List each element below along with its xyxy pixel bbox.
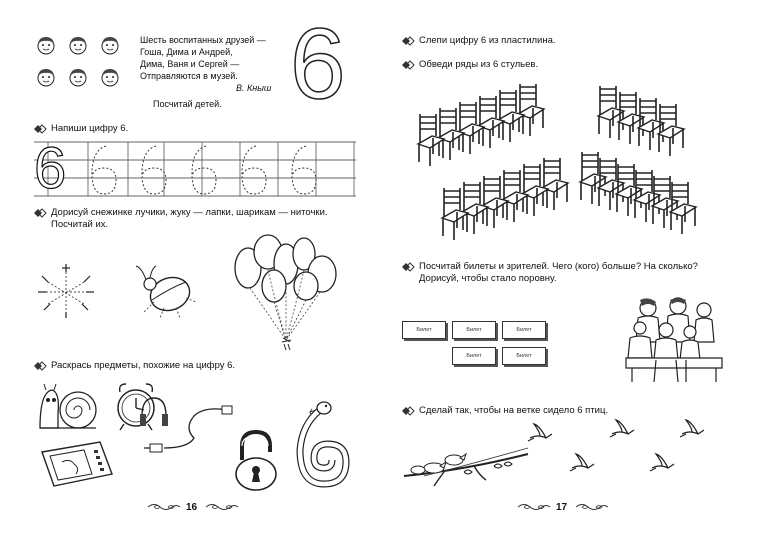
- task-color-text: Раскрась предметы, похожие на цифру 6.: [51, 360, 236, 371]
- snail-drawing: [38, 384, 100, 432]
- chairs-row-6-b: [442, 158, 582, 240]
- task-draw: [34, 207, 328, 231]
- page-number-17: 17: [556, 502, 568, 513]
- audience-drawing: [626, 296, 722, 386]
- task-sculpt: [402, 35, 556, 47]
- diamond-bullet-icon: [34, 361, 47, 371]
- flying-bird-icon: [612, 428, 642, 448]
- task-sculpt-text: Слепи цифру 6 из пластилина.: [419, 35, 556, 46]
- ticket: Билет: [452, 347, 496, 365]
- ticket: Билет: [502, 321, 546, 339]
- task-draw-line2: Посчитай их.: [51, 219, 109, 230]
- task-tickets-line1: Посчитай билеты и зрителей. Чего (кого) больше? На сколько?: [419, 261, 698, 272]
- poem-author: В. Кныш: [236, 83, 272, 93]
- ticket: Билет: [402, 321, 446, 339]
- big-digit-six: 6: [290, 8, 346, 120]
- chairs-row-6-a: [418, 84, 558, 164]
- ticket: Билет: [502, 347, 546, 365]
- beetle-drawing: [130, 262, 200, 320]
- flying-bird-icon: [530, 432, 560, 452]
- task-circle-chairs: [402, 59, 538, 71]
- diamond-bullet-icon: [34, 124, 47, 134]
- task-birds-text: Сделай так, чтобы на ветке сидело 6 птиц.: [419, 405, 609, 416]
- branch-with-birds: [404, 436, 534, 488]
- task-birds: [402, 405, 608, 417]
- flying-bird-icon: [652, 462, 682, 482]
- poem-line: Дима, Ваня и Сергей —: [140, 59, 240, 69]
- diamond-bullet-icon: [402, 36, 415, 46]
- ticket: Билет: [452, 321, 496, 339]
- poem-line: Гоша, Дима и Андрей,: [140, 47, 233, 57]
- task-write-text: Напиши цифру 6.: [51, 123, 129, 134]
- trace-digit-dashed: [34, 136, 356, 201]
- snowflake-drawing: [36, 262, 96, 324]
- diamond-bullet-icon: [34, 208, 47, 218]
- ornament-right-2: [576, 502, 610, 514]
- task-color: [34, 360, 235, 372]
- flying-bird-icon: [572, 462, 602, 482]
- ornament-left-2: [206, 502, 240, 514]
- trace-digit-solid: 6: [34, 136, 67, 201]
- poem-line: Отправляются в музей.: [140, 71, 238, 81]
- poem: [140, 34, 266, 82]
- diamond-bullet-icon: [402, 60, 415, 70]
- game-device-drawing: [40, 440, 114, 490]
- ornament-right: [518, 502, 552, 514]
- task-write-digit: [34, 123, 128, 135]
- ornament-left: [148, 502, 182, 514]
- children-faces: [34, 34, 124, 90]
- task-circle-text: Обведи ряды из 6 стульев.: [419, 59, 539, 70]
- page-number-16: 16: [186, 502, 198, 513]
- diamond-bullet-icon: [402, 406, 415, 416]
- cable-plug-drawing: [144, 404, 234, 464]
- task-draw-line1: Дорисуй снежинке лучики, жуку — лапки, шарикам — ниточки.: [51, 207, 328, 218]
- diamond-bullet-icon: [402, 262, 415, 272]
- task-tickets-line2: Дорисуй, чтобы стало поровну.: [419, 273, 557, 284]
- count-children-question: Посчитай детей.: [153, 99, 222, 109]
- chairs-row-6-c: [580, 152, 712, 248]
- balloons-drawing: [228, 234, 352, 356]
- task-tickets: [402, 261, 698, 285]
- flying-bird-icon: [682, 428, 712, 448]
- poem-line: Шесть воспитанных друзей —: [140, 35, 266, 45]
- padlock-drawing: [234, 428, 280, 492]
- snake-drawing: [290, 400, 350, 492]
